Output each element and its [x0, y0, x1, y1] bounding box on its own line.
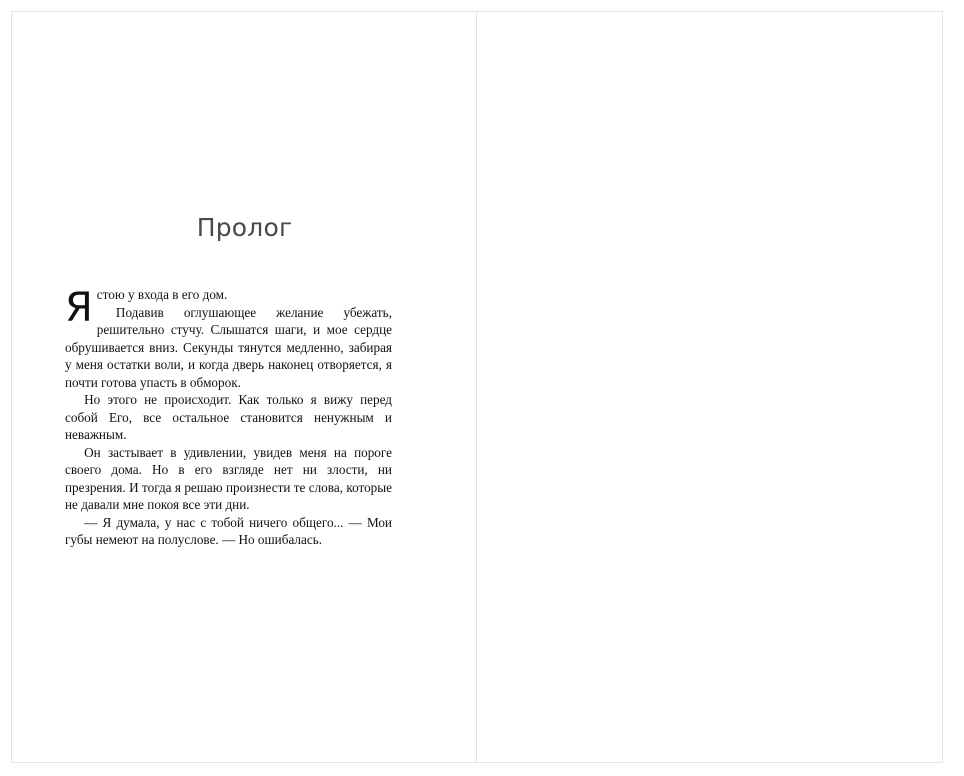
paragraph-4: Он застывает в удивлении, увидев меня на пороге своего дома. Но в его взгляде нет ни злости, ни презрения. И тогда я решаю произнести те слова, которые не давали мне покоя все эти дни.	[65, 444, 392, 512]
chapter-body	[65, 286, 392, 549]
chapter-title: Пролог	[196, 213, 293, 242]
book-spread	[11, 11, 943, 763]
drop-cap: Я	[65, 285, 93, 331]
paragraph-1	[65, 285, 392, 331]
paragraph-1-text: стою у входа в его дом.	[96, 287, 228, 302]
left-page[interactable]	[11, 11, 476, 763]
right-page[interactable]	[476, 11, 943, 763]
paragraph-2: Подавив оглушающее желание убежать, решительно стучу. Слышатся шаги, и мое сердце обрушивается вниз. Секунды тянутся медленно, забирая у меня остатки воли, и когда дверь наконец отворяется, я почти готова упасть в обморок.	[65, 304, 392, 390]
paragraph-3: Но этого не происходит. Как только я вижу перед собой Его, все остальное становится ненужным и неважным.	[65, 392, 392, 442]
paragraph-5: — Я думала, у нас с тобой ничего общего... — Мои губы немеют на полуслове. — Но ошибалась.	[65, 514, 392, 547]
